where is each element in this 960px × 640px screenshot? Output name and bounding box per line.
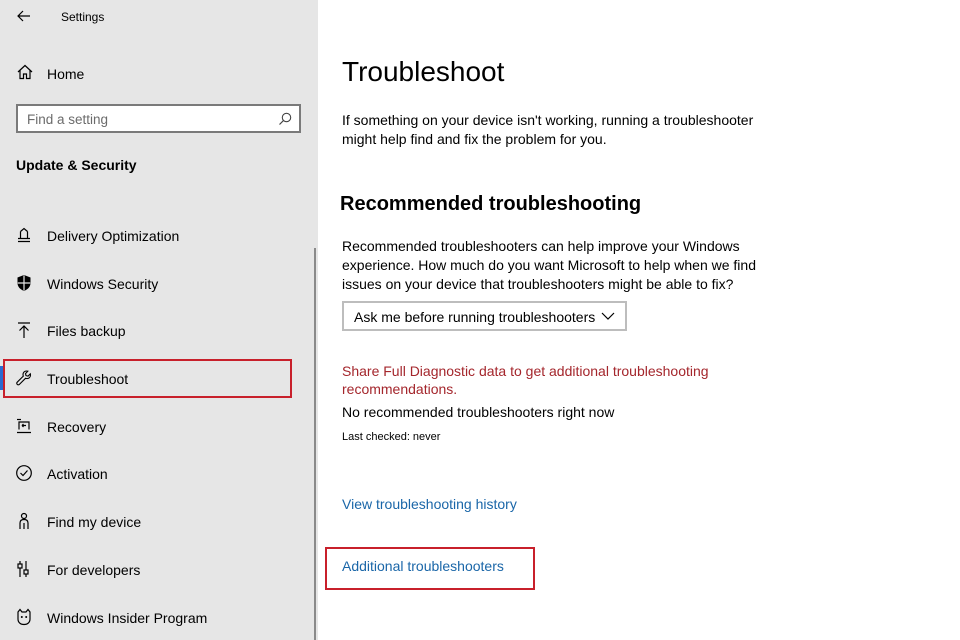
last-checked-text: Last checked: never (342, 431, 441, 443)
sidebar-item-label: Delivery Optimization (47, 228, 180, 244)
sidebar-scrollbar[interactable] (314, 248, 316, 640)
sidebar (0, 0, 318, 640)
search-input[interactable] (27, 109, 267, 129)
dropdown-value: Ask me before running troubleshooters (354, 309, 596, 325)
back-button[interactable] (14, 6, 34, 26)
shield-icon (14, 273, 34, 293)
sidebar-item-recovery[interactable] (0, 402, 318, 450)
check-circle-icon (14, 463, 34, 483)
recommended-description: Recommended troubleshooters can help improve your Windows experience. How much do you want Microsoft to help when we find issues on your device that troubleshooters might be able to fix? (342, 238, 756, 292)
additional-troubleshooters-link[interactable]: Additional troubleshooters (342, 558, 504, 574)
person-location-icon (14, 511, 34, 531)
title-bar (0, 0, 318, 34)
troubleshooter-preference-dropdown[interactable] (342, 301, 627, 331)
sidebar-item-windows-insider-program[interactable] (0, 593, 318, 640)
intro-text: If something on your device isn't working, running a troubleshooter might help find and fix the problem for you. (342, 112, 754, 147)
main-content (318, 0, 960, 640)
recommendation-status: No recommended troubleshooters right now (342, 404, 615, 420)
back-arrow-icon (14, 6, 34, 26)
sidebar-item-label: Troubleshoot (47, 371, 129, 388)
section-title: Update & Security (16, 157, 137, 173)
search-icon[interactable] (277, 111, 293, 127)
delivery-optimization-icon (14, 225, 34, 245)
view-troubleshooting-history-link[interactable]: View troubleshooting history (342, 496, 517, 512)
insider-cat-icon (14, 607, 34, 627)
app-title: Settings (61, 10, 105, 24)
sidebar-item-label: Find my device (47, 514, 142, 531)
sidebar-nav (0, 211, 318, 640)
sidebar-item-label: Activation (47, 466, 108, 483)
sidebar-item-troubleshoot[interactable] (0, 354, 318, 402)
recovery-icon (14, 416, 34, 436)
sidebar-item-activation[interactable] (0, 449, 318, 497)
search-box[interactable] (16, 104, 301, 133)
sidebar-item-label: For developers (47, 561, 141, 578)
sidebar-item-label: Windows Security (47, 275, 159, 292)
sidebar-item-delivery-optimization[interactable] (0, 211, 318, 259)
developer-sliders-icon (14, 559, 34, 579)
upload-arrow-icon (14, 320, 34, 340)
selection-indicator (0, 366, 4, 390)
sidebar-item-files-backup[interactable] (0, 306, 318, 354)
sidebar-item-label: Recovery (47, 418, 107, 435)
page-title: Troubleshoot (342, 56, 505, 87)
sidebar-item-label: Windows Insider Program (47, 609, 208, 626)
wrench-icon (14, 368, 34, 388)
home-icon (16, 63, 34, 81)
sidebar-item-find-my-device[interactable] (0, 497, 318, 545)
sidebar-item-label: Files backup (47, 323, 126, 340)
share-diagnostic-data-link[interactable]: Share Full Diagnostic data to get additional troubleshooting recommendations. (342, 363, 709, 397)
sidebar-item-windows-security[interactable] (0, 259, 318, 307)
sidebar-item-label: Home (47, 66, 85, 82)
chevron-down-icon (601, 311, 615, 321)
recommended-heading: Recommended troubleshooting (340, 193, 642, 215)
sidebar-item-for-developers[interactable] (0, 545, 318, 593)
sidebar-item-home[interactable] (0, 58, 318, 88)
